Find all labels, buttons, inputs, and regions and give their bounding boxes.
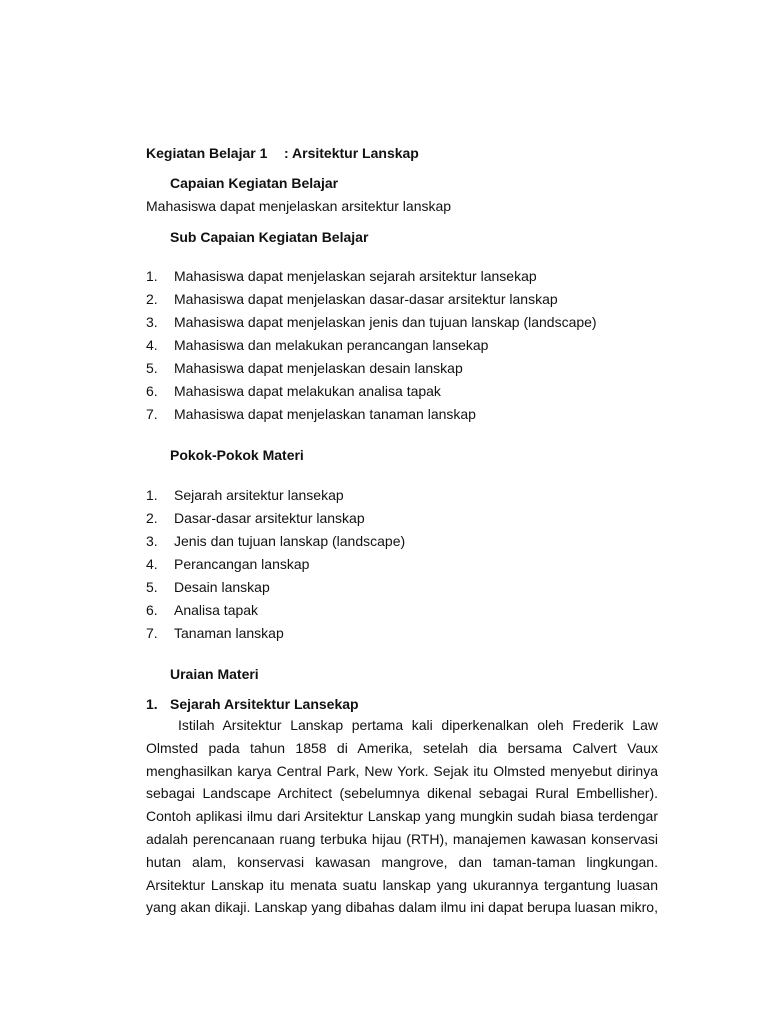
- list-item: [0, 624, 768, 642]
- list-text: Dasar-dasar arsitektur lanskap: [174, 510, 365, 526]
- activity-title: : Arsitektur Lanskap: [284, 145, 419, 161]
- list-number: 7.: [146, 625, 158, 641]
- list-number: 2.: [146, 510, 158, 526]
- paragraph-line: Istilah Arsitektur Lanskap pertama kali diperkenalkan oleh Frederik Law: [178, 717, 658, 733]
- list-item: [0, 601, 768, 619]
- list-text: Mahasiswa dapat menjelaskan tanaman lanskap: [174, 406, 476, 422]
- paragraph-line: yang akan dikaji. Lanskap yang dibahas dalam ilmu ini dapat berupa luasan mikro,: [146, 899, 658, 916]
- list-item: [0, 290, 768, 308]
- list-text: Sejarah arsitektur lansekap: [174, 487, 344, 503]
- sub-capaian-title: Sub Capaian Kegiatan Belajar: [170, 229, 369, 245]
- list-item: [0, 336, 768, 354]
- list-item: [0, 405, 768, 423]
- list-number: 1.: [146, 268, 158, 284]
- list-text: Mahasiswa dapat menjelaskan dasar-dasar arsitektur lanskap: [174, 291, 558, 307]
- list-text: Tanaman lanskap: [174, 625, 284, 641]
- list-number: 7.: [146, 406, 158, 422]
- list-item: [0, 267, 768, 285]
- list-item: [0, 509, 768, 527]
- uraian-title: Uraian Materi: [170, 666, 259, 682]
- paragraph-line: Arsitektur Lanskap itu menata suatu lanskap yang ukurannya tergantung luasan: [146, 876, 658, 893]
- section-number: 1.: [146, 696, 158, 712]
- capaian-title: Capaian Kegiatan Belajar: [170, 175, 339, 191]
- list-text: Mahasiswa dapat menjelaskan jenis dan tujuan lanskap (landscape): [174, 314, 597, 330]
- list-number: 4.: [146, 556, 158, 572]
- list-text: Mahasiswa dapat menjelaskan desain lanskap: [174, 360, 463, 376]
- paragraph-line: Contoh aplikasi ilmu dari Arsitektur Lanskap yang mungkin sudah biasa terdengar: [146, 808, 658, 825]
- list-item: [0, 578, 768, 596]
- paragraph-line: menghasilkan karya Central Park, New York. Sejak itu Olmsted menyebut dirinya: [146, 762, 658, 779]
- paragraph-line: hutan alam, konservasi kawasan mangrove, dan taman-taman lingkungan.: [146, 853, 658, 870]
- paragraph-line: adalah perencanaan ruang terbuka hijau (RTH), manajemen kawasan konservasi: [146, 830, 658, 847]
- list-number: 2.: [146, 291, 158, 307]
- list-text: Mahasiswa dapat melakukan analisa tapak: [174, 383, 441, 399]
- list-item: [0, 382, 768, 400]
- pokok-title: Pokok-Pokok Materi: [170, 447, 304, 463]
- list-item: [0, 313, 768, 331]
- list-text: Analisa tapak: [174, 602, 259, 618]
- list-text: Desain lanskap: [174, 579, 270, 595]
- list-number: 6.: [146, 602, 158, 618]
- list-number: 6.: [146, 383, 158, 399]
- paragraph-line: sebagai Landscape Architect (sebelumnya dikenal sebagai Rural Embellisher).: [146, 785, 658, 802]
- list-item: [0, 486, 768, 504]
- list-number: 3.: [146, 533, 158, 549]
- list-text: Perancangan lanskap: [174, 556, 310, 572]
- list-item: [0, 555, 768, 573]
- list-number: 3.: [146, 314, 158, 330]
- list-item: [0, 532, 768, 550]
- capaian-text: Mahasiswa dapat menjelaskan arsitektur lanskap: [146, 198, 452, 214]
- activity-label: Kegiatan Belajar 1: [146, 145, 268, 161]
- list-number: 4.: [146, 337, 158, 353]
- list-number: 1.: [146, 487, 158, 503]
- list-item: [0, 359, 768, 377]
- list-number: 5.: [146, 579, 158, 595]
- list-text: Jenis dan tujuan lanskap (landscape): [174, 533, 406, 549]
- section-title: Sejarah Arsitektur Lansekap: [170, 696, 359, 712]
- section-paragraph: [146, 714, 658, 919]
- list-text: Mahasiswa dan melakukan perancangan lansekap: [174, 337, 489, 353]
- list-text: Mahasiswa dapat menjelaskan sejarah arsitektur lansekap: [174, 268, 537, 284]
- list-number: 5.: [146, 360, 158, 376]
- paragraph-line: Olmsted pada tahun 1858 di Amerika, setelah dia bersama Calvert Vaux: [146, 739, 658, 756]
